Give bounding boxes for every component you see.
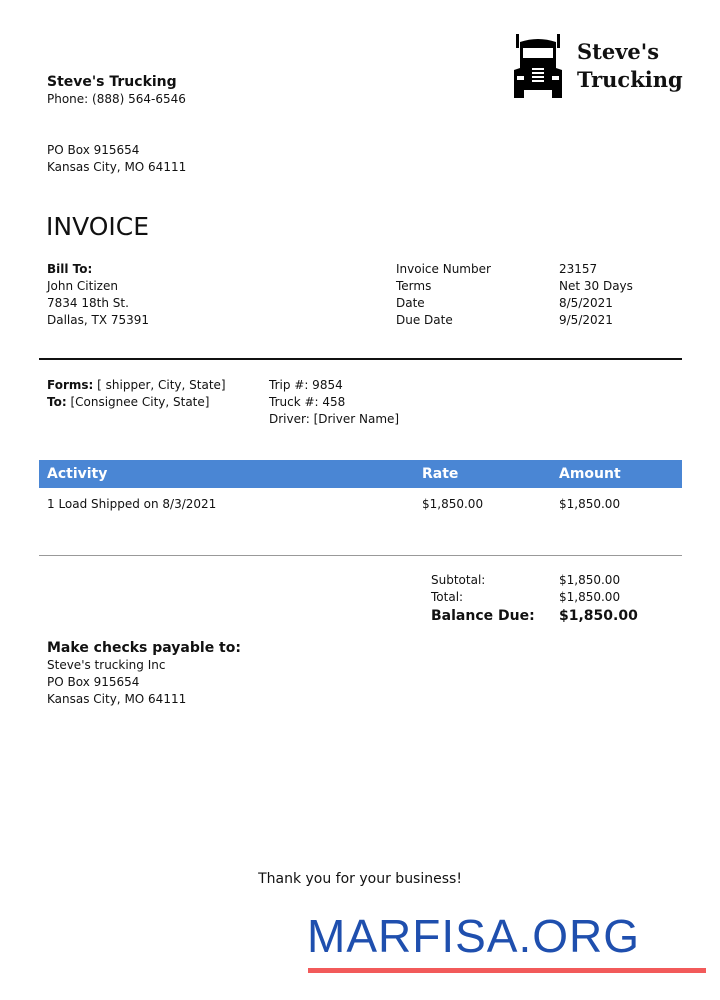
- company-block: [47, 74, 186, 108]
- totals-labels: [431, 572, 535, 626]
- shipment-route: [47, 377, 226, 411]
- invoice-meta-values: [559, 261, 633, 329]
- bill-to-label: Bill To:: [47, 262, 93, 276]
- payable-block: [47, 640, 241, 708]
- meta-label: Invoice Number: [396, 262, 491, 276]
- bill-to-street: 7834 18th St.: [47, 296, 129, 310]
- balance-label: Balance Due:: [431, 608, 535, 624]
- row-amount: $1,850.00: [559, 497, 621, 511]
- invoice-title: INVOICE: [46, 212, 150, 241]
- to-label: To:: [47, 395, 67, 409]
- watermark-underline: [308, 968, 706, 973]
- company-name: Steve's Trucking: [47, 74, 177, 90]
- subtotal-value: $1,850.00: [559, 573, 621, 587]
- company-phone: Phone: (888) 564-6546: [47, 92, 186, 106]
- totals-values: [559, 572, 638, 626]
- bill-to: [47, 261, 149, 329]
- meta-value: 8/5/2021: [559, 296, 613, 310]
- balance-value: $1,850.00: [559, 608, 638, 624]
- header-amount: Amount: [559, 466, 621, 482]
- meta-value: Net 30 Days: [559, 279, 633, 293]
- meta-label: Due Date: [396, 313, 453, 327]
- logo-text: [577, 38, 683, 94]
- driver-name: Driver: [Driver Name]: [269, 412, 400, 426]
- truck-number: Truck #: 458: [269, 395, 346, 409]
- total-label: Total:: [431, 590, 464, 604]
- table-row: [39, 497, 682, 556]
- payable-name: Steve's trucking Inc: [47, 658, 166, 672]
- subtotal-label: Subtotal:: [431, 573, 486, 587]
- header-rate: Rate: [422, 466, 459, 482]
- meta-value: 9/5/2021: [559, 313, 613, 327]
- logo-line: Trucking: [577, 67, 683, 92]
- meta-label: Terms: [396, 279, 432, 293]
- meta-label: Date: [396, 296, 425, 310]
- truck-icon: [510, 34, 566, 103]
- payable-address: PO Box 915654: [47, 675, 140, 689]
- row-rate: $1,850.00: [422, 497, 484, 511]
- address-line: PO Box 915654: [47, 143, 140, 157]
- total-value: $1,850.00: [559, 590, 621, 604]
- address-line: Kansas City, MO 64111: [47, 160, 187, 174]
- header-activity: Activity: [47, 466, 108, 482]
- invoice-meta-labels: [396, 261, 491, 329]
- to-value: [Consignee City, State]: [66, 395, 210, 409]
- logo-line: Steve's: [577, 39, 660, 64]
- bill-to-name: John Citizen: [47, 279, 118, 293]
- table-header: [39, 460, 682, 488]
- forms-label: Forms:: [47, 378, 94, 392]
- meta-value: 23157: [559, 262, 598, 276]
- divider: [39, 358, 682, 360]
- watermark: MARFISA.ORG: [307, 910, 641, 962]
- payable-label: Make checks payable to:: [47, 640, 241, 656]
- bill-to-city: Dallas, TX 75391: [47, 313, 150, 327]
- thank-you: Thank you for your business!: [258, 871, 462, 887]
- trip-number: Trip #: 9854: [269, 378, 343, 392]
- forms-value: [ shipper, City, State]: [93, 378, 226, 392]
- row-activity: 1 Load Shipped on 8/3/2021: [47, 497, 217, 511]
- shipment-details: [269, 377, 399, 428]
- company-address: [47, 142, 186, 176]
- payable-address: Kansas City, MO 64111: [47, 692, 187, 706]
